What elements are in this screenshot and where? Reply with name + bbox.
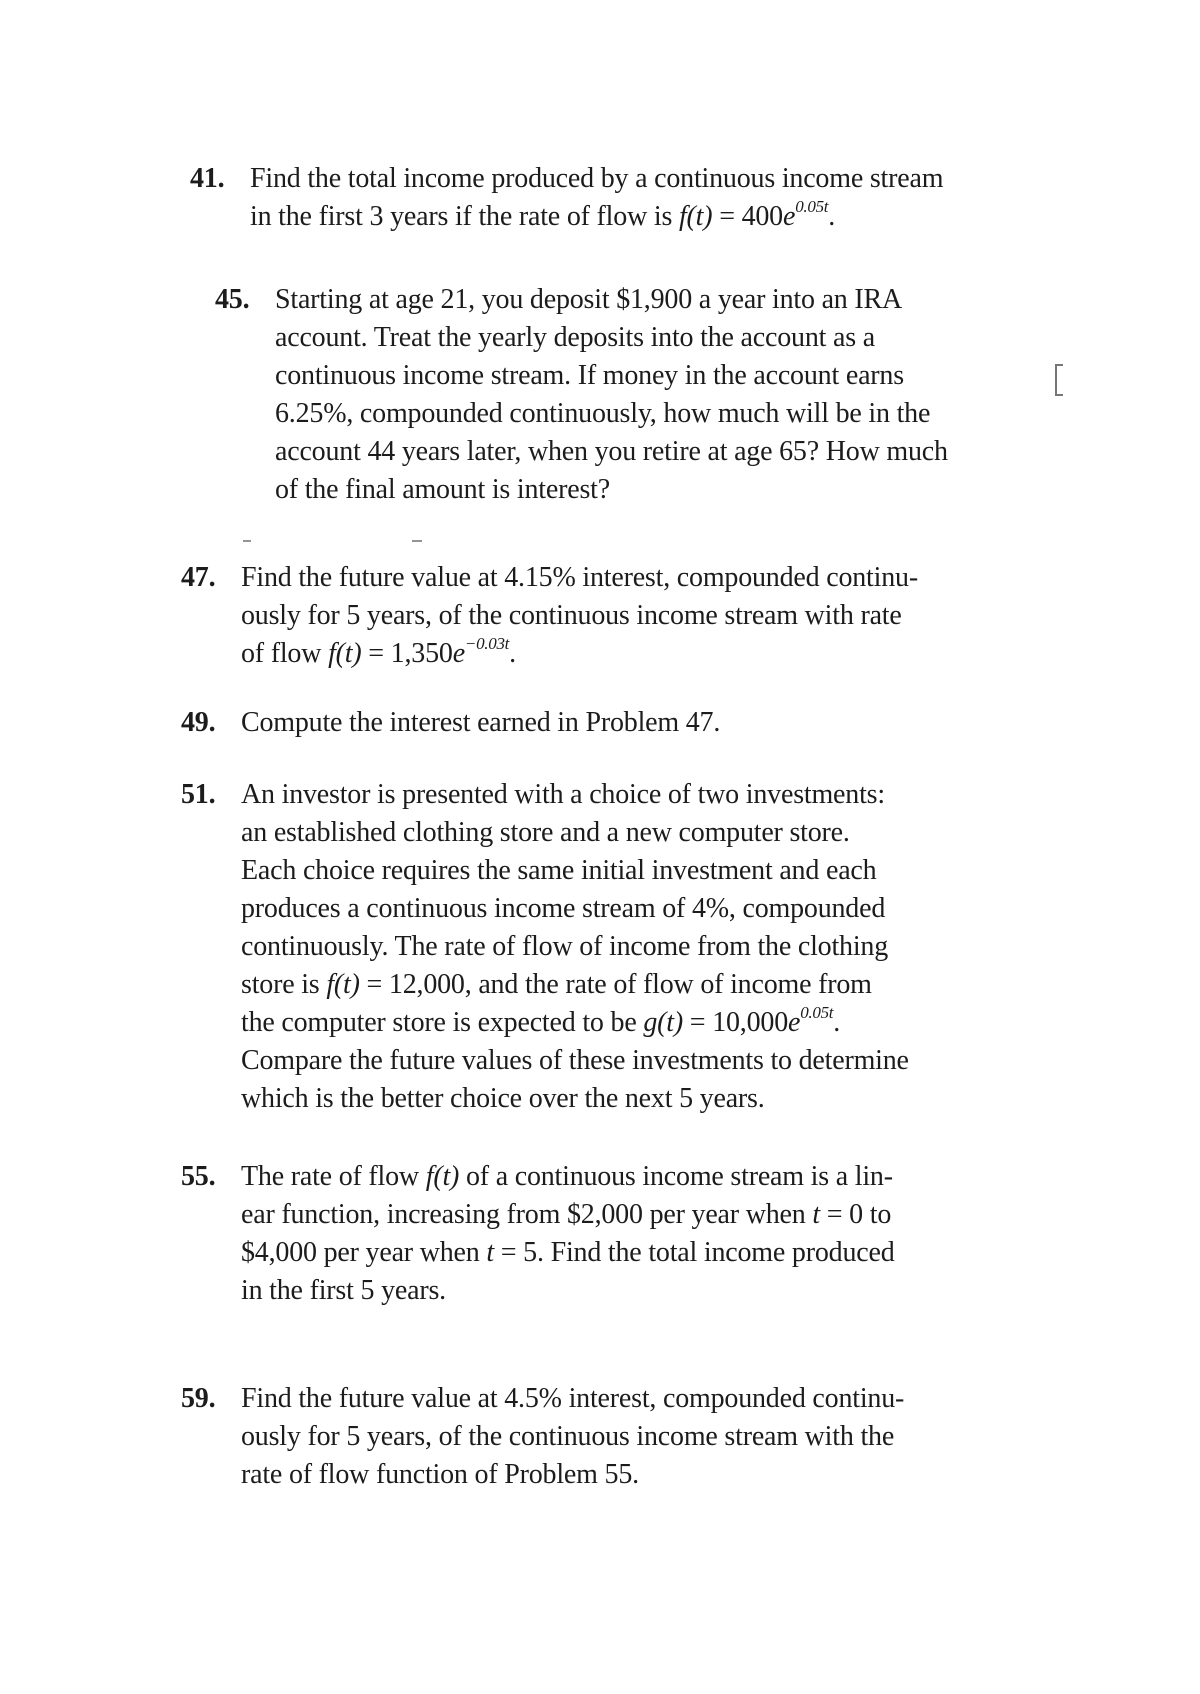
stray-dash-mark (412, 540, 422, 542)
problem-text-line: Compare the future values of these investments to determine (241, 1045, 909, 1076)
problem-text-line: continuously. The rate of flow of income from the clothing (241, 931, 889, 962)
problem-text-line: Starting at age 21, you deposit $1,900 a year into an IRA (275, 284, 903, 315)
problem-text-line: 6.25%, compounded continuously, how much will be in the (275, 398, 931, 429)
problem-text-line: ously for 5 years, of the continuous income stream with the (241, 1421, 895, 1452)
problem-47 (181, 559, 918, 673)
problem-text-line: store is f(t) = 12,000, and the rate of flow of income from (241, 969, 872, 1000)
exponent: 0.05t (795, 197, 829, 216)
problem-number: 49. (181, 707, 216, 738)
problem-number: 47. (181, 562, 216, 593)
problem-number: 45. (215, 284, 250, 315)
problem-text-line: Find the future value at 4.5% interest, compounded continu- (241, 1383, 905, 1414)
problem-number: 59. (181, 1383, 216, 1414)
problem-59 (181, 1380, 905, 1494)
problem-text-line: which is the better choice over the next 5 years. (241, 1083, 765, 1114)
problem-text-line: an established clothing store and a new computer store. (241, 817, 850, 848)
function-expression: f(t) (326, 969, 360, 1000)
problem-text-line: ously for 5 years, of the continuous income stream with rate (241, 600, 902, 631)
function-expression: g(t) (643, 1007, 683, 1038)
problem-text-line: account. Treat the yearly deposits into the account as a (275, 322, 875, 353)
stray-dash-mark (243, 540, 251, 542)
problem-text-line: rate of flow function of Problem 55. (241, 1459, 639, 1490)
variable-t: t (486, 1237, 494, 1268)
problem-text-line: the computer store is expected to be $g(t) = 10,000e^{0.05t}$. (241, 1003, 841, 1038)
problem-41 (190, 160, 944, 236)
problem-text-line: Find the total income produced by a continuous income stream (250, 163, 944, 194)
problem-text-line: of the final amount is interest? (275, 474, 610, 505)
variable-t: t (812, 1199, 820, 1230)
margin-bracket-mark (1055, 364, 1063, 396)
problem-text-line: The rate of flow f(t) of a continuous income stream is a lin- (241, 1161, 893, 1192)
problem-text-line: An investor is presented with a choice of two investments: (241, 779, 885, 810)
problem-55 (181, 1158, 895, 1310)
problem-text-line: Each choice requires the same initial investment and each (241, 855, 877, 886)
problem-text-line: Find the future value at 4.15% interest, compounded continu- (241, 562, 918, 593)
function-expression: f(t) (425, 1161, 460, 1192)
problem-text-line: continuous income stream. If money in the account earns (275, 360, 904, 391)
problem-number: 51. (181, 779, 216, 810)
problem-text-line: Compute the interest earned in Problem 47. (241, 707, 721, 738)
problem-49 (181, 704, 721, 742)
exponent: 0.05t (800, 1003, 834, 1022)
problem-51 (181, 776, 909, 1118)
function-expression: f(t) (678, 201, 713, 232)
problem-text-line: ear function, increasing from $2,000 per year when t = 0 to (241, 1199, 892, 1230)
problem-number: 55. (181, 1161, 216, 1192)
problem-text-line: produces a continuous income stream of 4%, compounded (241, 893, 886, 924)
exponent: −0.03t (464, 634, 510, 653)
problem-number: 41. (190, 163, 225, 194)
function-expression: f(t) (328, 638, 362, 669)
problem-text-line: of flow $f(t) = 1,350e^{-0.03t}$. (241, 634, 516, 669)
problem-text-line: in the first 3 years if the rate of flow is $f(t) = 400e^{0.05t}$. (250, 197, 836, 232)
problem-text-line: in the first 5 years. (241, 1275, 446, 1306)
problem-45 (215, 281, 948, 509)
problem-text-line: $4,000 per year when t = 5. Find the total income produced (241, 1237, 895, 1268)
problem-text-line: account 44 years later, when you retire at age 65? How much (275, 436, 948, 467)
